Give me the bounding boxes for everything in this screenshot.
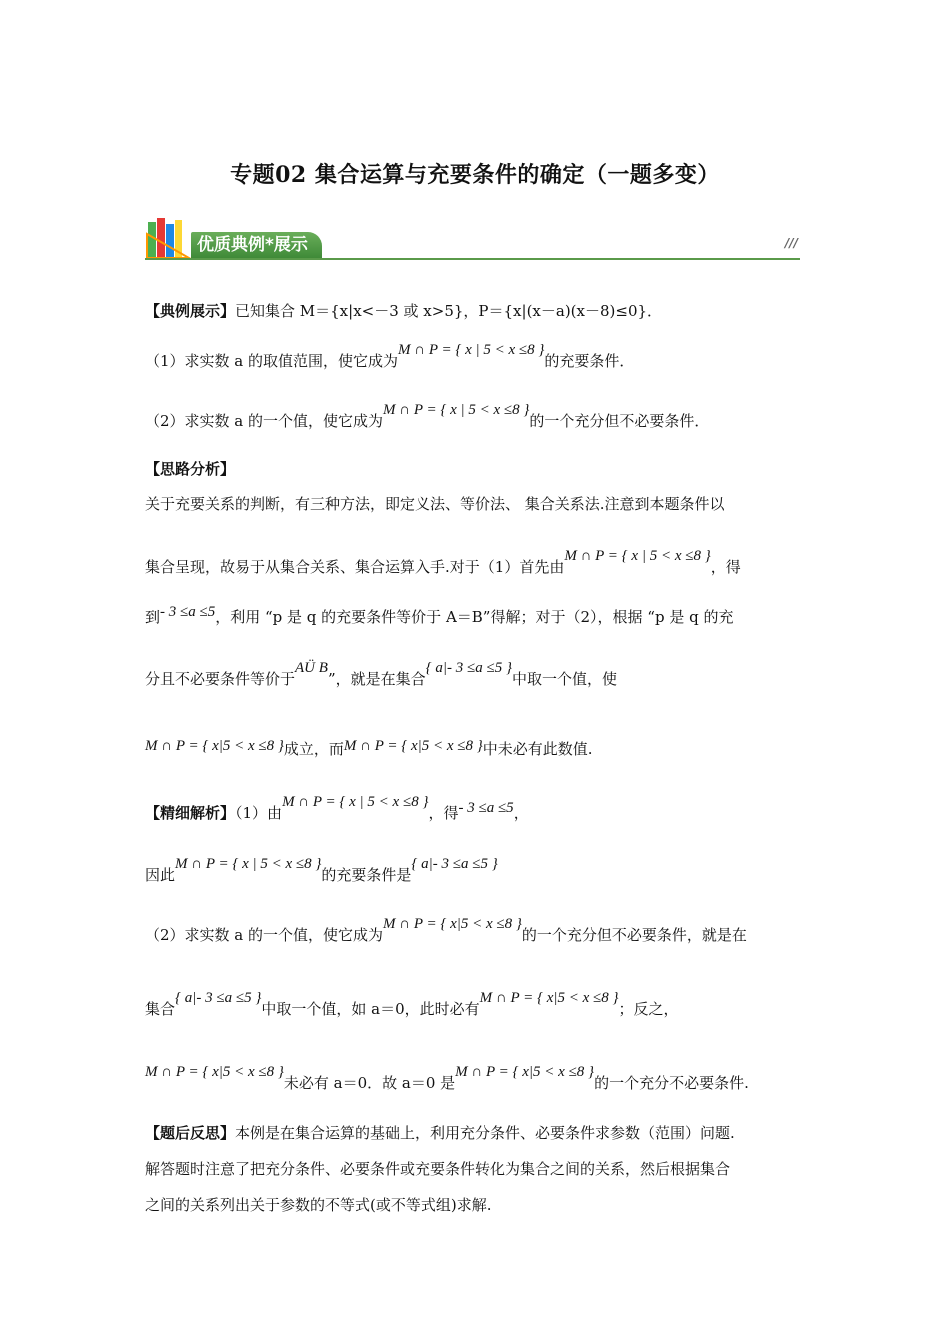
- solution-formula: M ∩ P = { x|5 < x ≤8 }: [145, 1064, 284, 1080]
- analysis-formula: M ∩ P = { x|5 < x ≤8 }: [145, 738, 284, 754]
- analysis-formula: { a|- 3 ≤a ≤5 }: [425, 660, 512, 676]
- solution-line-5: M ∩ P = { x|5 < x ≤8 }未必有 a＝0．故 a＝0 是M ∩ P = { x|5 < x ≤8 }的一个充分不必要条件.: [145, 1064, 749, 1092]
- q1-suffix: 的充要条件．: [544, 352, 635, 370]
- solution-formula: { a|- 3 ≤a ≤5 }: [175, 990, 262, 1006]
- example-question-2: [145, 402, 805, 433]
- solution-formula: - 3 ≤a ≤5: [458, 800, 514, 816]
- solution-formula: { a|- 3 ≤a ≤5 }: [411, 856, 498, 872]
- reflection-heading: 【题后反思】: [145, 1124, 236, 1142]
- q2-prefix: （2）求实数 a 的一个值，使它成为: [145, 412, 384, 430]
- analysis-formula: M ∩ P = { x|5 < x ≤8 }: [343, 738, 483, 754]
- example-heading: 【典例展示】: [145, 302, 236, 320]
- banner-slashes: ///: [784, 236, 798, 250]
- analysis-line-4: 分且不必要条件等价于AÜ B”，就是在集合{ a|- 3 ≤a ≤5 }中取一个值，使: [145, 660, 617, 688]
- example-statement: [145, 300, 805, 322]
- solution-line-2: 因此M ∩ P = { x | 5 < x ≤8 }的充要条件是{ a|- 3 ≤a ≤5 }: [145, 856, 498, 884]
- solution-line-4: 集合{ a|- 3 ≤a ≤5 }中取一个值，如 a＝0，此时必有M ∩ P = { x|5 < x ≤8 }；反之，: [145, 990, 679, 1018]
- analysis-formula: - 3 ≤a ≤5: [160, 604, 216, 620]
- banner-underline: [145, 258, 800, 260]
- example-text: 已知集合 M＝{x|x<－3 或 x>5}，P＝{x|(x－a)(x－8)≤0}．: [235, 302, 663, 320]
- solution-heading: 【精细解析】: [145, 804, 236, 822]
- solution-formula: M ∩ P = { x | 5 < x ≤8 }: [175, 856, 322, 872]
- solution-formula: M ∩ P = { x|5 < x ≤8 }: [455, 1064, 595, 1080]
- banner-label: 优质典例*展示: [191, 232, 322, 258]
- section-banner: [145, 212, 800, 262]
- solution-line-1: 【精细解析】（1）由M ∩ P = { x | 5 < x ≤8 }，得- 3 ≤a ≤5，: [145, 794, 529, 822]
- analysis-heading: 【思路分析】: [145, 460, 236, 478]
- analysis-line-3: 到- 3 ≤a ≤5，利用 “p 是 q 的充要条件等价于 A＝B”得解；对于（2），根据 “p 是 q 的充: [145, 604, 734, 626]
- analysis-line-1: 关于充要关系的判断，有三种方法，即定义法、等价法、 集合关系法.注意到本题条件以: [145, 495, 725, 513]
- q2-suffix: 的一个充分但不必要条件．: [529, 412, 710, 430]
- analysis-formula: AÜ B: [295, 660, 328, 676]
- reflection-line-3: 之间的关系列出关于参数的不等式(或不等式组)求解.: [145, 1196, 492, 1214]
- analysis-formula: M ∩ P = { x | 5 < x ≤8 }: [564, 548, 711, 564]
- reflection-line-2: 解答题时注意了把充分条件、必要条件或充要条件转化为集合之间的关系，然后根据集合: [145, 1160, 731, 1178]
- page-title: 专题02 集合运算与充要条件的确定（一题多变）: [230, 162, 720, 188]
- books-icon: [145, 214, 191, 260]
- example-question-1: [145, 342, 805, 373]
- q1-formula: M ∩ P = { x | 5 < x ≤8 }: [398, 342, 545, 358]
- solution-formula: M ∩ P = { x | 5 < x ≤8 }: [282, 794, 429, 810]
- analysis-line-5: M ∩ P = { x|5 < x ≤8 }成立，而M ∩ P = { x|5 < x ≤8 }中未必有此数值.: [145, 738, 593, 758]
- q2-formula: M ∩ P = { x | 5 < x ≤8 }: [383, 402, 530, 418]
- q1-prefix: （1）求实数 a 的取值范围，使它成为: [145, 352, 399, 370]
- solution-line-3: （2）求实数 a 的一个值，使它成为M ∩ P = { x|5 < x ≤8 }的一个充分但不必要条件，就是在: [145, 916, 747, 944]
- solution-formula: M ∩ P = { x|5 < x ≤8 }: [383, 916, 522, 932]
- analysis-line-2: 集合呈现，故易于从集合关系、集合运算入手.对于（1）首先由M ∩ P = { x | 5 < x ≤8 }，得: [145, 548, 741, 576]
- reflection-line-1: 【题后反思】本例是在集合运算的基础上，利用充分条件、必要条件求参数（范围）问题.: [145, 1124, 735, 1142]
- solution-formula: M ∩ P = { x|5 < x ≤8 }: [479, 990, 619, 1006]
